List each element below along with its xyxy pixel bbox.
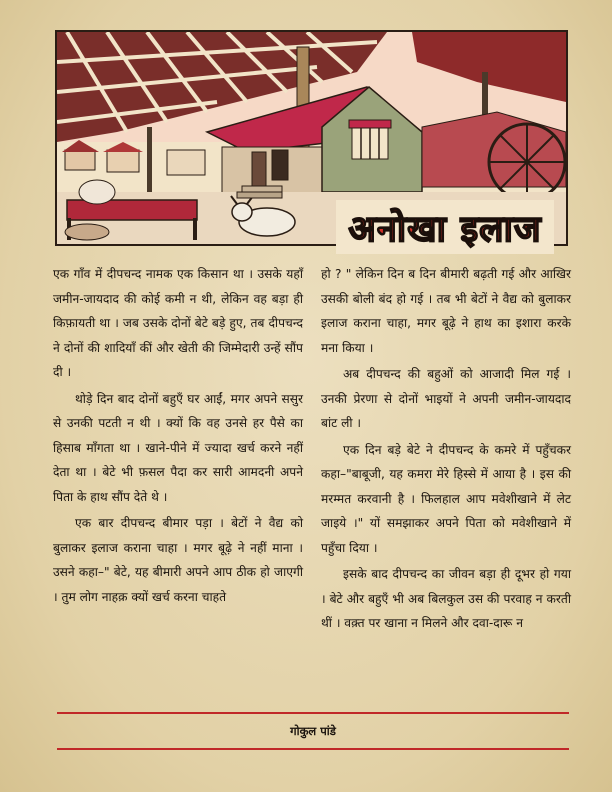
story-paragraph: एक गाँव में दीपचन्द नामक एक किसान था । उसके यहाँ जमीन-जायदाद की कोई कमी न थी, लेकिन वह बड़ा ही किफ़ायती था । जब उसके दोनों बेटे बड़े हुए, तब दीपचन्द ने दोनों की शादियाँ कीं और खेती की जिम्मेदारी उन्हें सौंप दी । xyxy=(53,267,303,379)
story-paragraph: हो ? " लेकिन दिन ब दिन बीमारी बढ़ती गई और आखिर उसकी बोली बंद हो गई । तब भी बेटों ने वैद्य को बुलाकर इलाज कराना चाहा, मगर बूढ़े ने हाथ का इशारा करके मना किया । xyxy=(321,267,571,355)
story-paragraph: अब दीपचन्द की बहुओं को आजादी मिल गई । उनकी प्रेरणा से दोनों भाइयों ने अपनी जमीन-जायदाद बांट ली । xyxy=(321,367,571,430)
story-paragraph: एक बार दीपचन्द बीमार पड़ा । बेटों ने वैद्य को बुलाकर इलाज कराना चाहा । मगर बूढ़े ने नहीं माना । उसने कहा–" बेटे, यह बीमारी अपने आप ठीक हो जाएगी । तुम लोग नाहक़ क्यों खर्च करना चाहते xyxy=(53,516,303,604)
story-paragraph: इसके बाद दीपचन्द का जीवन बड़ा ही दूभर हो गया । बेटे और बहुएँ भी अब बिलकुल उस की परवाह न करती थीं । वक़्त पर खाना न मिलने और दवा-दारू न xyxy=(321,567,571,630)
story-column-left xyxy=(53,262,303,702)
story-title: अनोखा इलाज xyxy=(336,200,554,254)
author-name: गोकुल पांडे xyxy=(290,724,336,738)
story-paragraph: थोड़े दिन बाद दोनों बहुएँ घर आईं, मगर अपने ससुर से उनकी पटती न थी । क्यों कि वह उनसे हर पैसे का हिसाब माँगता था । खाने-पीने में ज्यादा खर्च करने नहीं देता था । बेटे भी फ़सल पैदा कर सारी आमदनी अपने पिता के हाथ सौंप देते थे । xyxy=(53,391,303,504)
divider-top xyxy=(57,712,569,714)
story-body xyxy=(53,262,571,702)
story-paragraph: एक दिन बड़े बेटे ने दीपचन्द के कमरे में पहुँचकर कहा–"बाबूजी, यह कमरा मेरे हिस्से में आया है । इस की मरम्मत करवानी है । फिलहाल आप मवेशीखाने में लेट जाइये ।" यों समझाकर अपने पिता को मवेशीखाने में पहुँचा दिया । xyxy=(321,442,571,555)
divider-bottom xyxy=(57,748,569,750)
story-column-right xyxy=(321,262,571,702)
